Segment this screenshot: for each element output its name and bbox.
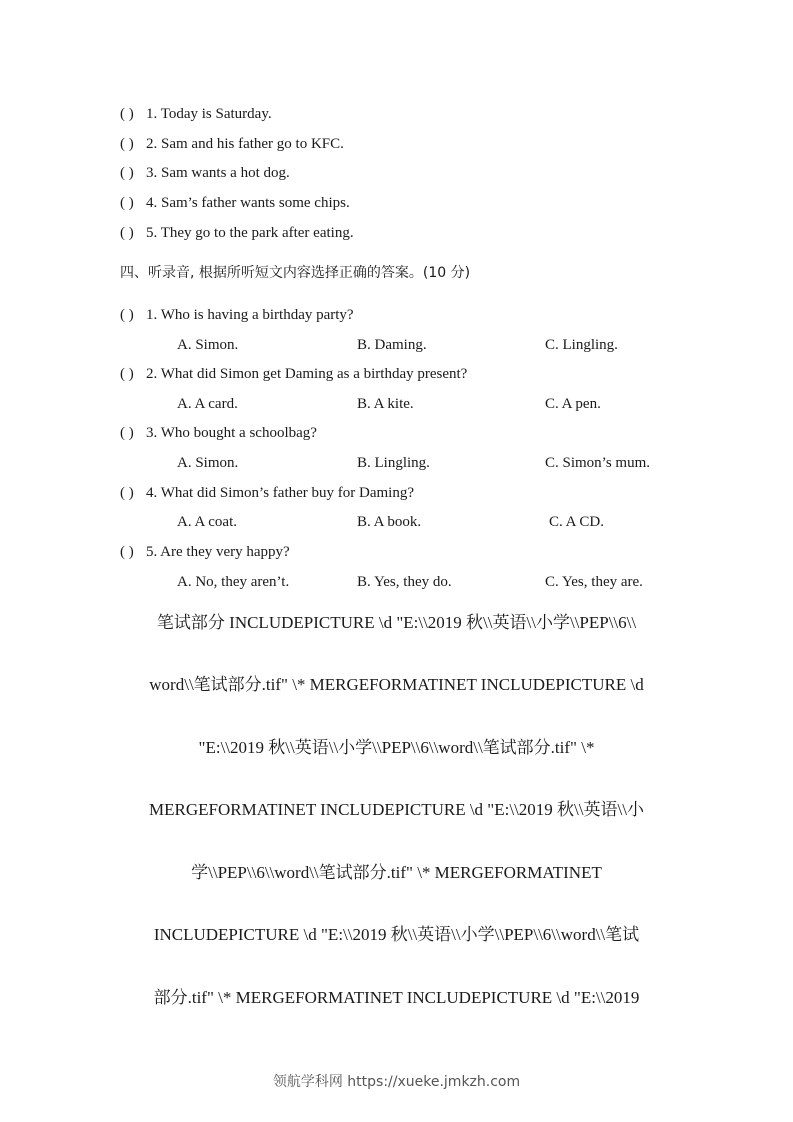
part3-item-1	[120, 104, 272, 124]
answer-paren[interactable]: ( )	[120, 136, 134, 152]
footer-watermark: 领航学科网 https://xueke.jmkzh.com	[272, 1074, 521, 1090]
option-b: B. Yes, they do.	[357, 574, 452, 590]
item-text: 2. Sam and his father go to KFC.	[146, 136, 344, 152]
part3-item-5	[120, 223, 354, 243]
part3-item-3	[120, 163, 290, 183]
part3-item-2	[120, 134, 344, 154]
question-text: 4. What did Simon’s father buy for Daming?	[146, 485, 415, 501]
option-b: B. A kite.	[357, 396, 414, 412]
answer-paren[interactable]: ( )	[120, 106, 134, 122]
option-a: A. A coat.	[177, 514, 237, 530]
answer-paren[interactable]: ( )	[120, 425, 134, 441]
field-code-line-4: MERGEFORMATINET INCLUDEPICTURE \d "E:\\2019 秋\\英语\\小	[149, 800, 644, 819]
option-a: A. No, they aren’t.	[177, 574, 290, 590]
field-code-line-1: 笔试部分 INCLUDEPICTURE \d "E:\\2019 秋\\英语\\小学\\PEP\\6\\	[156, 613, 637, 632]
option-b: B. A book.	[357, 514, 422, 530]
answer-paren[interactable]: ( )	[120, 544, 134, 560]
field-code-line-5: 学\\PEP\\6\\word\\笔试部分.tif" \* MERGEFORMATINET	[191, 863, 602, 882]
option-b: B. Daming.	[357, 337, 427, 353]
option-a: A. Simon.	[177, 337, 239, 353]
item-text: 3. Sam wants a hot dog.	[146, 165, 290, 181]
part4-question-5	[120, 542, 290, 562]
answer-paren[interactable]: ( )	[120, 225, 134, 241]
option-a: A. A card.	[177, 396, 238, 412]
item-text: 1. Today is Saturday.	[146, 106, 272, 122]
section-heading: 四、听录音, 根据所听短文内容选择正确的答案。(10 分)	[120, 265, 471, 281]
question-text: 5. Are they very happy?	[146, 544, 290, 560]
answer-paren[interactable]: ( )	[120, 485, 134, 501]
item-text: 4. Sam’s father wants some chips.	[146, 195, 350, 211]
option-c: C. Yes, they are.	[545, 574, 643, 590]
question-text: 3. Who bought a schoolbag?	[146, 425, 317, 441]
part4-question-2	[120, 364, 467, 384]
field-code-line-3: "E:\\2019 秋\\英语\\小学\\PEP\\6\\word\\笔试部分.tif" \*	[198, 738, 595, 757]
option-c: C. A CD.	[549, 514, 605, 530]
part3-item-4	[120, 193, 350, 213]
option-b: B. Lingling.	[357, 455, 430, 471]
option-c: C. Lingling.	[545, 337, 618, 353]
answer-paren[interactable]: ( )	[120, 165, 134, 181]
answer-paren[interactable]: ( )	[120, 307, 134, 323]
answer-paren[interactable]: ( )	[120, 195, 134, 211]
option-c: C. A pen.	[545, 396, 601, 412]
item-text: 5. They go to the park after eating.	[146, 225, 354, 241]
part4-question-4	[120, 483, 414, 503]
option-c: C. Simon’s mum.	[545, 455, 651, 471]
question-text: 2. What did Simon get Daming as a birthday present?	[146, 366, 468, 382]
part4-question-3	[120, 423, 317, 443]
field-code-line-7: 部分.tif" \* MERGEFORMATINET INCLUDEPICTURE \d "E:\\2019	[153, 988, 640, 1007]
question-text: 1. Who is having a birthday party?	[146, 307, 354, 323]
answer-paren[interactable]: ( )	[120, 366, 134, 382]
field-code-line-6: INCLUDEPICTURE \d "E:\\2019 秋\\英语\\小学\\PEP\\6\\word\\笔试	[153, 925, 640, 944]
part4-question-1	[120, 305, 354, 325]
option-a: A. Simon.	[177, 455, 239, 471]
field-code-line-2: word\\笔试部分.tif" \* MERGEFORMATINET INCLUDEPICTURE \d	[149, 675, 644, 694]
